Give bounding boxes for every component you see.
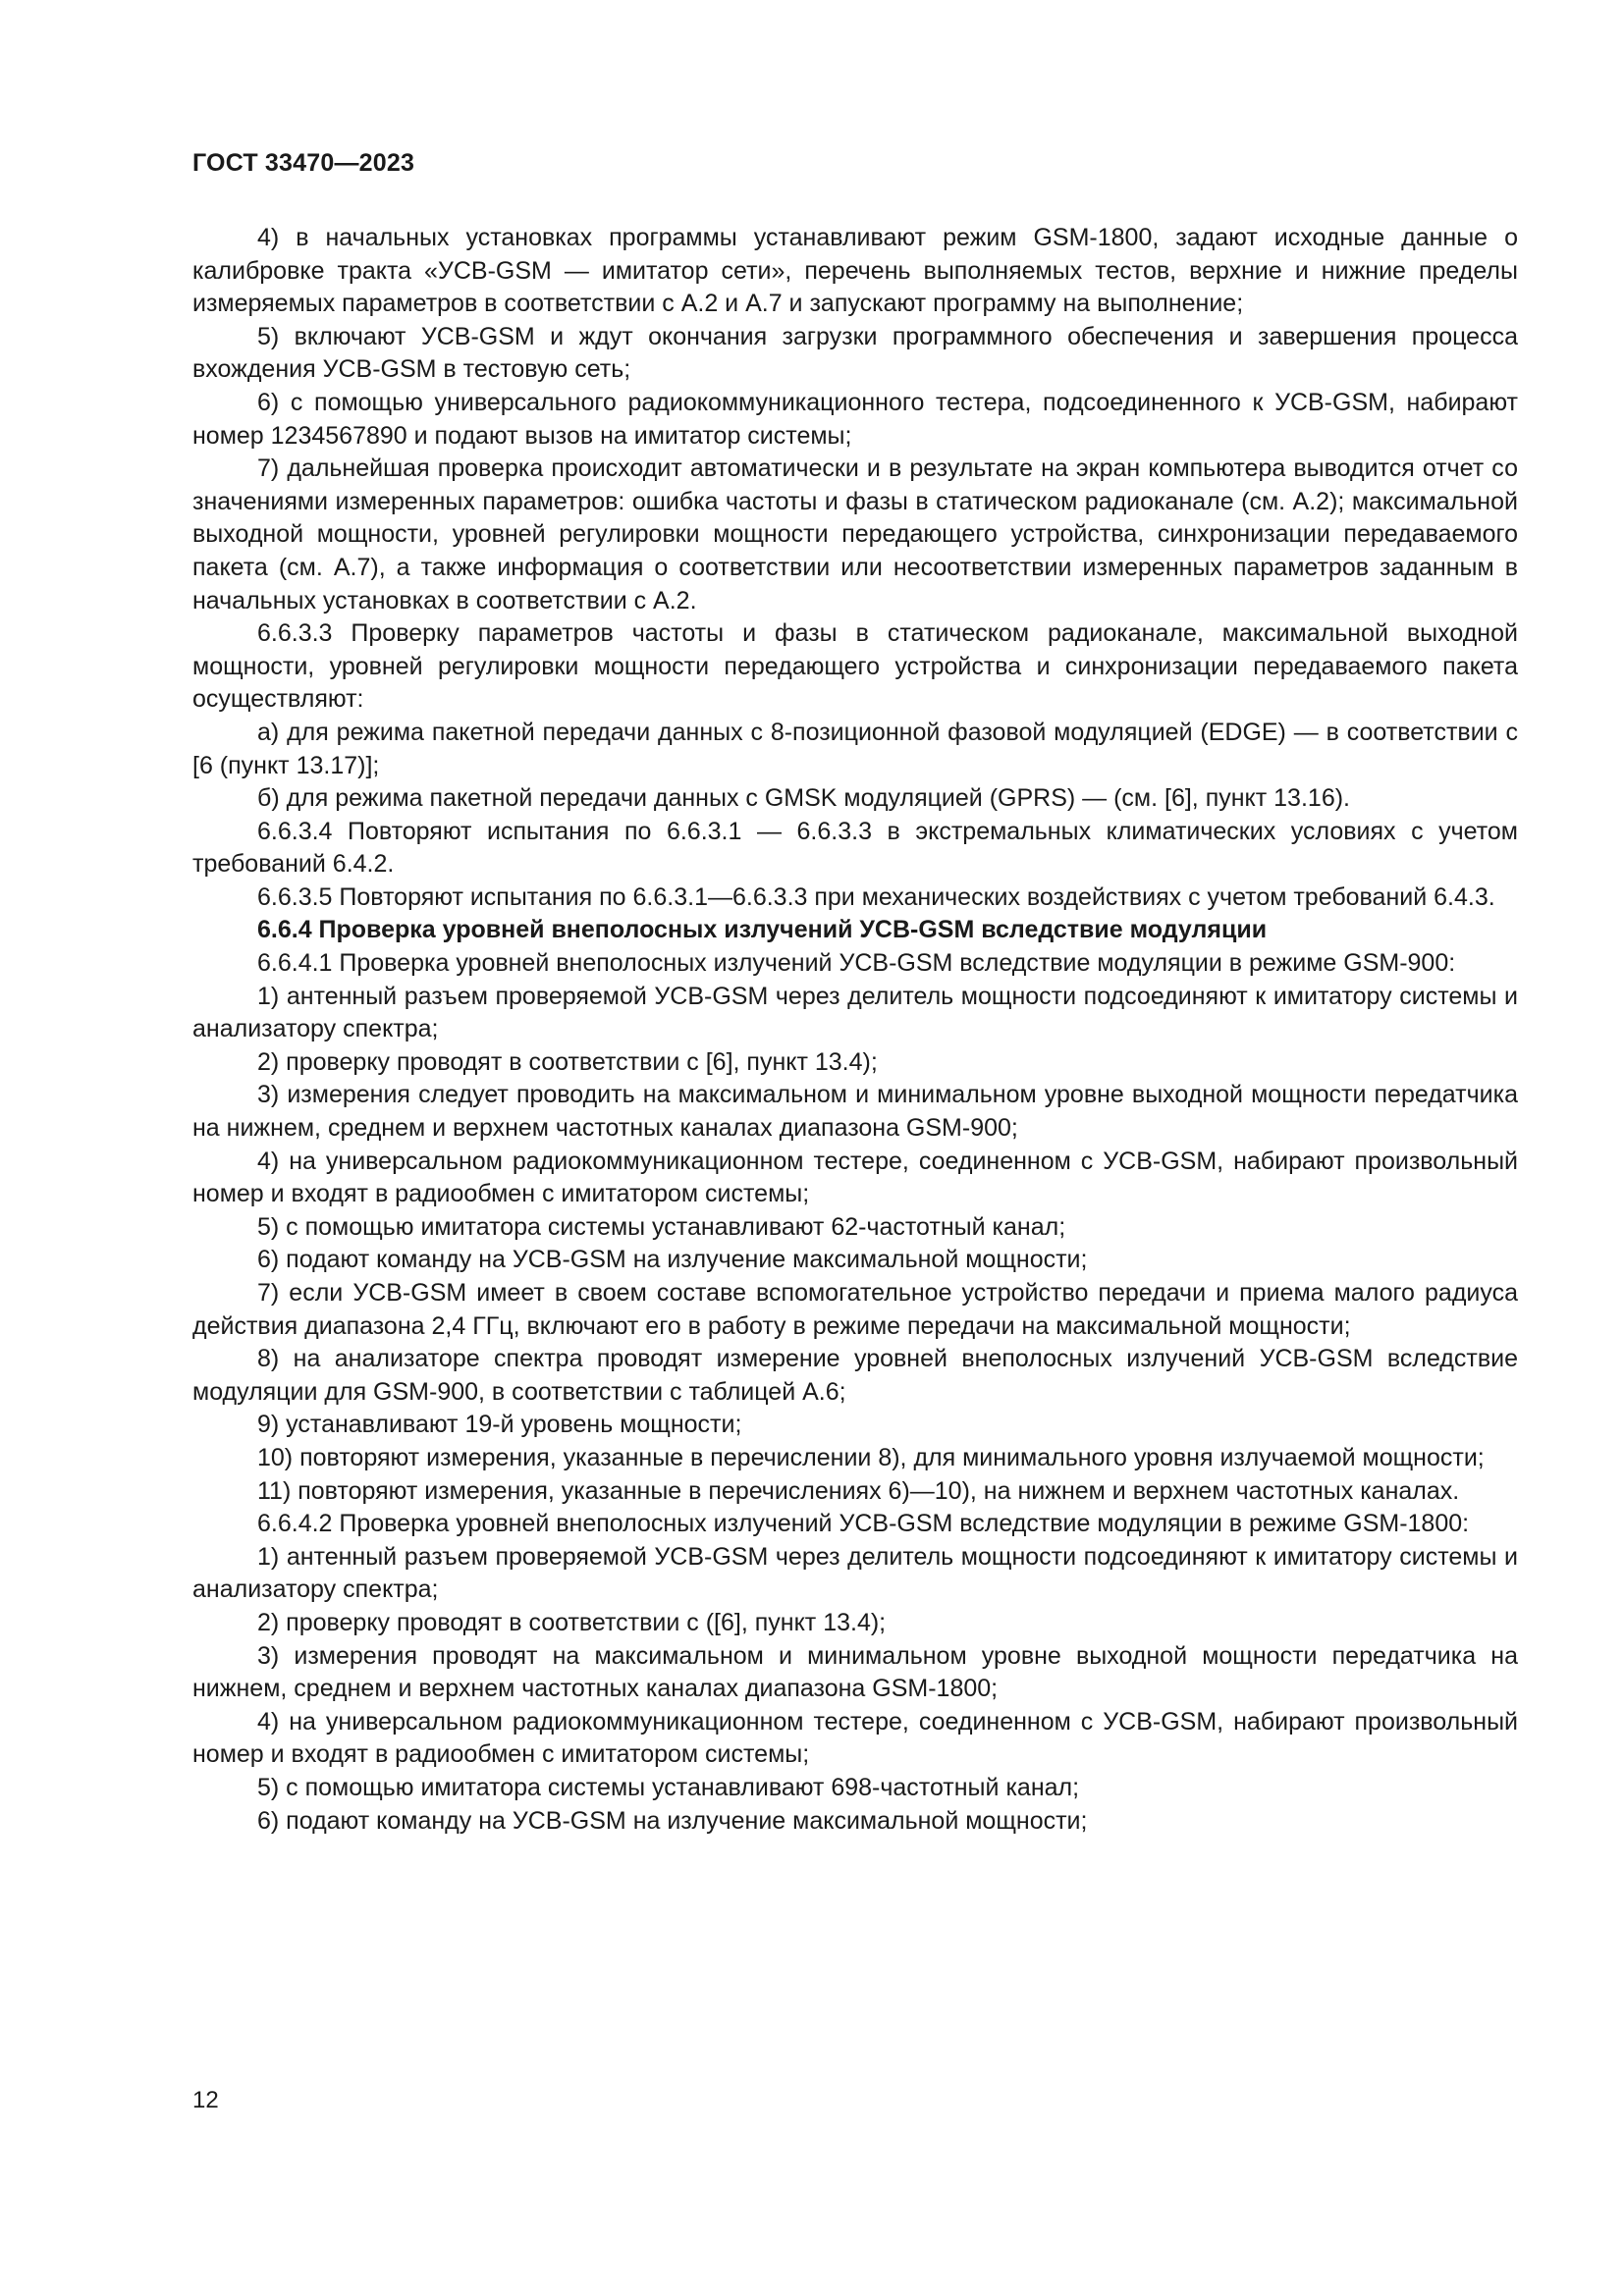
page-number: 12 [192, 2087, 219, 2113]
paragraph: 5) включают УСВ-GSM и ждут окончания загрузки программного обеспечения и завершения процесса вхождения УСВ-GSM в тестовую сеть; [192, 322, 1518, 384]
paragraph: 7) если УСВ-GSM имеет в своем составе вспомогательное устройство передачи и приема малого радиуса действия диапазона 2,4 ГГц, включают его в работу в режиме передачи на максимальной мощности; [192, 1279, 1518, 1340]
paragraph: 6) подают команду на УСВ-GSM на излучение максимальной мощности; [257, 1246, 1088, 1274]
paragraph: 10) повторяют измерения, указанные в перечислении 8), для минимального уровня излучаемой мощности; [257, 1443, 1485, 1471]
paragraph: 6.6.3.5 Повторяют испытания по 6.6.3.1—6.6.3.3 при механических воздействиях с учетом требований 6.4.3. [257, 882, 1495, 911]
paragraph: 2) проверку проводят в соответствии с [6], пункт 13.4); [257, 1047, 878, 1076]
paragraph: 6.6.4.1 Проверка уровней внеполосных излучений УСВ-GSM вследствие модуляции в режиме GSM-900: [257, 949, 1456, 978]
paragraph: 6.6.3.3 Проверку параметров частоты и фазы в статическом радиоканале, максимальной выходной мощности, уровней регулировки мощности передающего устройства и синхронизации передаваемого пакета осуществляют: [192, 619, 1518, 714]
paragraph: 9) устанавливают 19-й уровень мощности; [257, 1411, 742, 1439]
paragraph: 4) на универсальном радиокоммуникационном тестере, соединенном с УСВ-GSM, набирают произвольный номер и входят в радиообмен с имитатором системы; [192, 1707, 1518, 1769]
paragraph: 6) с помощью универсального радиокоммуникационного тестера, подсоединенного к УСВ-GSM, набирают номер 1234567890 и подают вызов на имитатор системы; [192, 388, 1518, 450]
paragraph: 4) на универсальном радиокоммуникационном тестере, соединенном с УСВ-GSM, набирают произвольный номер и входят в радиообмен с имитатором системы; [192, 1147, 1518, 1208]
paragraph: а) для режима пакетной передачи данных с 8-позиционной фазовой модуляцией (EDGE) — в соответствии с [6 (пункт 13.17)]; [192, 718, 1518, 779]
paragraph: 8) на анализаторе спектра проводят измерение уровней внеполосных излучений УСВ-GSM вследствие модуляции для GSM-900, в соответствии с таблицей А.6; [192, 1345, 1518, 1406]
paragraph: 11) повторяют измерения, указанные в перечислениях 6)—10), на нижнем и верхнем частотных каналах. [257, 1476, 1460, 1505]
section-heading: 6.6.4 Проверка уровней внеполосных излучений УСВ-GSM вследствие модуляции [257, 916, 1268, 944]
paragraph: 6.6.3.4 Повторяют испытания по 6.6.3.1 — 6.6.3.3 в экстремальных климатических условиях с учетом требований 6.4.2. [192, 817, 1518, 879]
paragraph: б) для режима пакетной передачи данных с GMSK модуляцией (GPRS) — (см. [6], пункт 13.16). [257, 784, 1350, 813]
paragraph: 3) измерения следует проводить на максимальном и минимальном уровне выходной мощности передатчика на нижнем, среднем и верхнем частотных каналах диапазона GSM-900; [192, 1081, 1518, 1143]
paragraph: 1) антенный разъем проверяемой УСВ-GSM через делитель мощности подсоединяют к имитатору системы и анализатору спектра; [192, 982, 1518, 1043]
paragraph: 2) проверку проводят в соответствии с ([6], пункт 13.4); [257, 1608, 887, 1636]
paragraph: 6) подают команду на УСВ-GSM на излучение максимальной мощности; [257, 1806, 1088, 1835]
paragraph: 7) дальнейшая проверка происходит автоматически и в результате на экран компьютера выводится отчет со значениями измеренных параметров: ошибка частоты и фазы в статическом радиоканале (см. А.2); максимальной выходной мощности, уровней регулировки мощности передающего устройства, синхронизации передаваемого пакета (см. А.7), а также информация о соответствии или несоответствии измеренных параметров заданным в начальных установках в соответствии с А.2. [192, 454, 1518, 614]
document-code-header: ГОСТ 33470—2023 [192, 149, 415, 177]
paragraph: 6.6.4.2 Проверка уровней внеполосных излучений УСВ-GSM вследствие модуляции в режиме GSM-1800: [257, 1510, 1470, 1538]
paragraph: 5) с помощью имитатора системы устанавливают 698-частотный канал; [257, 1773, 1080, 1801]
document-body [192, 222, 1518, 1838]
paragraph: 1) антенный разъем проверяемой УСВ-GSM через делитель мощности подсоединяют к имитатору системы и анализатору спектра; [192, 1542, 1518, 1604]
paragraph: 5) с помощью имитатора системы устанавливают 62-частотный канал; [257, 1212, 1066, 1241]
paragraph: 4) в начальных установках программы устанавливают режим GSM-1800, задают исходные данные о калибровке тракта «УСВ-GSM — имитатор сети», перечень выполняемых тестов, верхние и нижние пределы измеряемых параметров в соответствии с А.2 и А.7 и запускают программу на выполнение; [192, 224, 1518, 318]
paragraph: 3) измерения проводят на максимальном и минимальном уровне выходной мощности передатчика на нижнем, среднем и верхнем частотных каналах диапазона GSM-1800; [192, 1641, 1518, 1703]
